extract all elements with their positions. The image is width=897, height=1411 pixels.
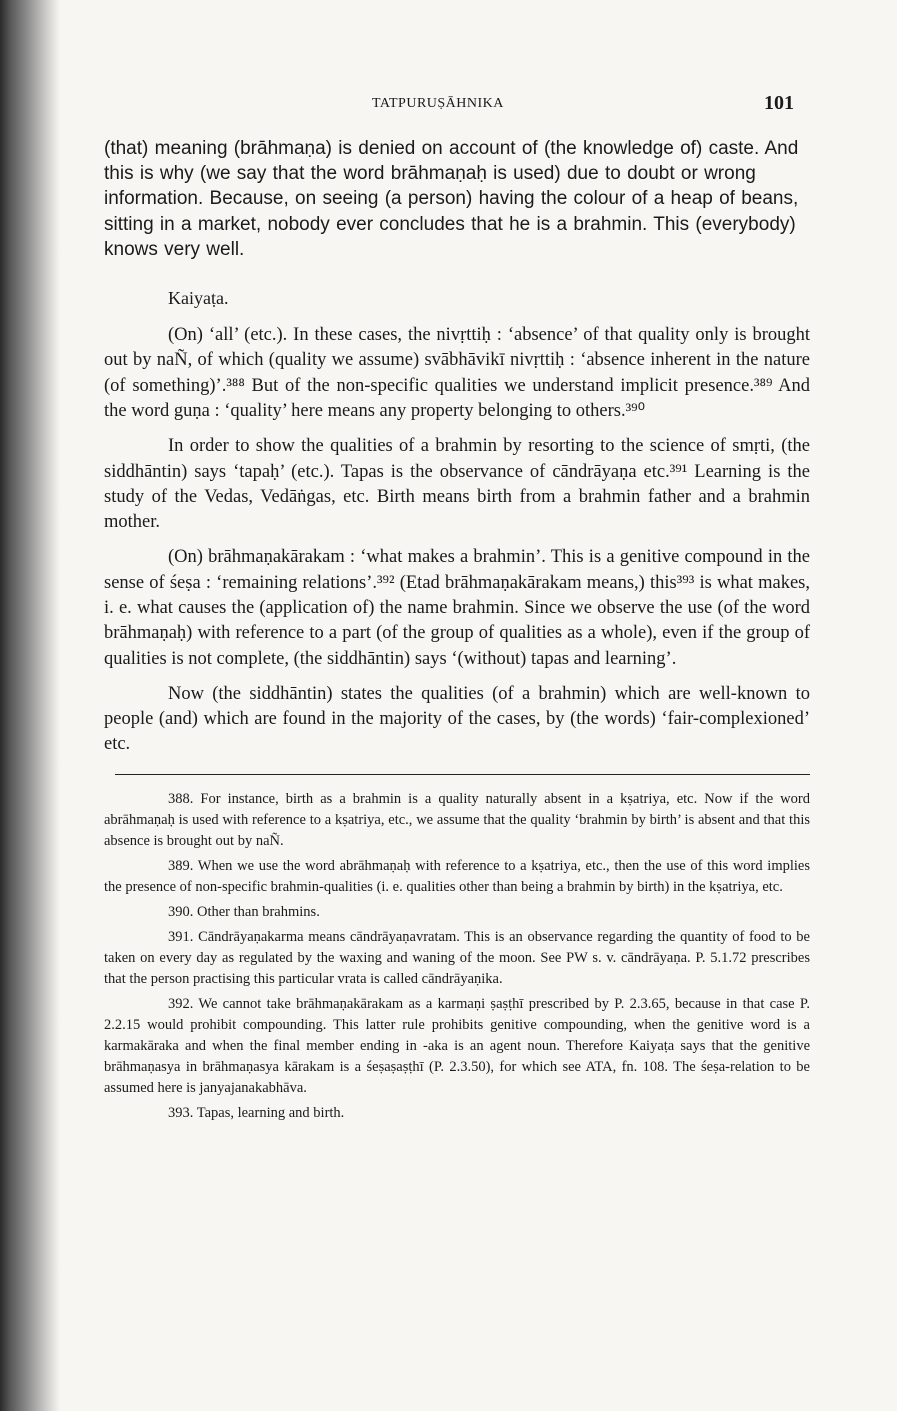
commentary-paragraph: (On) ‘all’ (etc.). In these cases, the nivṛttiḥ : ‘absence’ of that quality only is brought out by naÑ, of which (quality we assume) svābhāvikī nivṛttiḥ : ‘absence inherent in the nature (of something)’.³⁸⁸ But of the non-specific qualities we understand implicit presence.³⁸⁹ And the word guṇa : ‘quality’ here means any property belonging to others.³⁹⁰ xyxy=(104,325,810,421)
footnote-391: 391. Cāndrāyaṇakarma means cāndrāyaṇavratam. This is an observance regarding the quantity of food to be taken on every day as regulated by the waxing and waning of the moon. See PW s. v. cāndrāyaṇa. P. 5.1.72 prescribes that the person practising this particular vrata is called cāndrāyaṇika. xyxy=(104,928,810,987)
page-number: 101 xyxy=(764,92,794,114)
commentary-paragraph: Now (the siddhāntin) states the qualities (of a brahmin) which are well-known to people (and) which are found in the majority of the cases, by (the words) ‘fair-complexioned’ etc. xyxy=(104,683,810,755)
section-label: Kaiyaṭa. xyxy=(168,288,229,309)
footnote-392: 392. We cannot take brāhmaṇakārakam as a karmaṇi ṣaṣṭhī prescribed by P. 2.3.65, because in that case P. 2.2.15 would prohibit compounding. This latter rule prohibits genitive compounding, when the genitive word is a karmakāraka and when the final member ending in -aka is an agent noun. Therefore Kaiyaṭa says that the genitive brāhmaṇasya in brāhmaṇasya kārakam is a śeṣaṣaṣṭhī (P. 2.3.50), for which see ATA, fn. 108. The śeṣa-relation to be assumed here is janyajanakabhāva. xyxy=(104,995,810,1096)
running-title: TATPURUṢĀHNIKA xyxy=(372,96,504,111)
footnote-390: 390. Other than brahmins. xyxy=(168,903,320,920)
page-header xyxy=(104,92,810,120)
translation-paragraph: (that) meaning (brāhmaṇa) is denied on account of (the knowledge of) caste. And this is why (we say that the word brāhmaṇaḥ is used) due to doubt or wrong information. Because, on seeing (a person) having the colour of a heap of beans, sitting in a market, nobody ever concludes that he is a brahmin. This (everybody) knows very well. xyxy=(104,138,799,260)
commentary-paragraph: (On) brāhmaṇakārakam : ‘what makes a brahmin’. This is a genitive compound in the sense of śeṣa : ‘remaining relations’.³⁹² (Etad brāhmaṇakārakam means,) this³⁹³ is what makes, i. e. what causes the (application of) the name brahmin. Since we observe the use (of the word brāhmaṇaḥ) with reference to a part (of the group of qualities as a whole), even if the group of qualities is not complete, (the siddhāntin) says ‘(without) tapas and learning’. xyxy=(104,547,810,669)
book-page xyxy=(104,92,810,1124)
book-binding-shadow xyxy=(0,0,60,1411)
footnote-389: 389. When we use the word abrāhmaṇaḥ with reference to a kṣatriya, etc., then the use of this word implies the presence of non-specific brahmin-qualities (i. e. qualities other than being a brahmin by birth) in the kṣatriya, etc. xyxy=(104,857,810,895)
footnote-divider xyxy=(115,774,810,775)
commentary-paragraph: In order to show the qualities of a brahmin by resorting to the science of smṛti, (the siddhāntin) says ‘tapaḥ’ (etc.). Tapas is the observance of cāndrāyaṇa etc.³⁹¹ Learning is the study of the Vedas, Vedāṅgas, etc. Birth means birth from a brahmin father and a brahmin mother. xyxy=(104,436,810,533)
footnote-388: 388. For instance, birth as a brahmin is a quality naturally absent in a kṣatriya, etc. Now if the word abrāhmaṇaḥ is used with reference to a kṣatriya, etc., we assume that the quality ‘brahmin by birth’ is absent and that this absence is brought out by naÑ. xyxy=(104,790,810,849)
footnote-393: 393. Tapas, learning and birth. xyxy=(168,1104,345,1121)
